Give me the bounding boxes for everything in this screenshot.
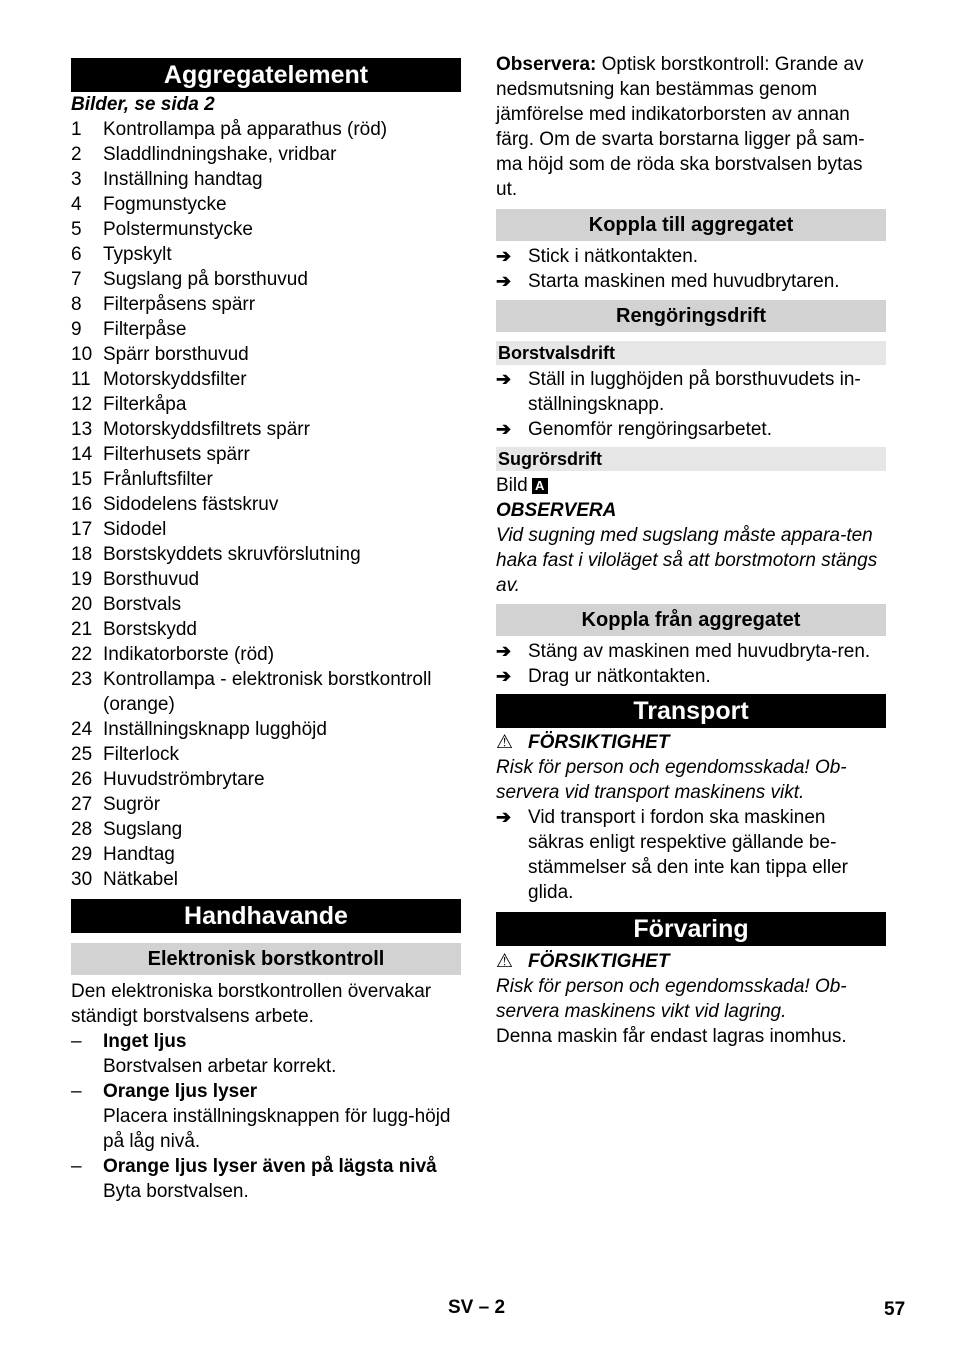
- item-number: 8: [71, 294, 82, 315]
- status-item: [71, 1154, 461, 1204]
- component-list: [71, 117, 461, 892]
- instruction-item: [496, 269, 886, 294]
- status-item-content: [103, 1154, 437, 1204]
- item-text: Borstskyddets skruvförslutning: [103, 544, 361, 565]
- heading-koppla-fran: Koppla från aggregatet: [496, 604, 886, 636]
- item-text: Filterhusets spärr: [103, 444, 250, 465]
- transport-instruction: [496, 805, 886, 905]
- bild-reference: [496, 473, 886, 498]
- list-item: [71, 417, 461, 442]
- list-item: [71, 667, 461, 717]
- item-number: 19: [71, 569, 93, 590]
- item-text: Sidodelens fästskruv: [103, 494, 279, 515]
- item-text: Sugrör: [103, 794, 161, 815]
- item-number: 2: [71, 144, 82, 165]
- list-item: [71, 117, 461, 142]
- status-heading: Orange ljus lyser: [103, 1081, 258, 1102]
- item-number: 20: [71, 594, 93, 615]
- item-number: 23: [71, 669, 93, 690]
- list-item: [71, 742, 461, 767]
- item-number: 30: [71, 869, 93, 890]
- item-text: Frånluftsfilter: [103, 469, 213, 490]
- list-item: [71, 492, 461, 517]
- borstvalsdrift-list: [496, 367, 886, 442]
- item-number: 29: [71, 844, 93, 865]
- forvaring-warning: [496, 949, 886, 974]
- item-text: Sidodel: [103, 519, 167, 540]
- heading-elektronisk-borstkontroll: Elektronisk borstkontroll: [71, 943, 461, 975]
- item-text: Sugslang på borsthuvud: [103, 269, 308, 290]
- instruction-text: Starta maskinen med huvudbrytaren.: [528, 271, 840, 292]
- arrow-icon: ➔: [496, 807, 512, 827]
- item-text: Kontrollampa - elektronisk borstkontroll (orange): [103, 669, 432, 715]
- item-number: 5: [71, 219, 82, 240]
- heading-handhavande: Handhavande: [71, 899, 461, 933]
- forvaring-warning-text: Risk för person och egendomsskada! Ob-servera maskinens vikt vid lagring.: [496, 976, 847, 1022]
- item-number: 11: [71, 369, 91, 390]
- list-item: [71, 617, 461, 642]
- dash-marker: –: [71, 1031, 82, 1052]
- list-item: [71, 367, 461, 392]
- status-list: [71, 1029, 461, 1204]
- item-text: Polstermunstycke: [103, 219, 253, 240]
- list-item: [71, 792, 461, 817]
- observera-label: Observera:: [496, 54, 597, 75]
- list-item: [71, 867, 461, 892]
- item-number: 13: [71, 419, 93, 440]
- heading-rengoringsdrift: Rengöringsdrift: [496, 300, 886, 332]
- item-number: 3: [71, 169, 82, 190]
- item-text: Kontrollampa på apparathus (röd): [103, 119, 388, 140]
- instruction-text: Stick i nätkontakten.: [528, 246, 699, 267]
- item-number: 1: [71, 119, 82, 140]
- list-item: [71, 467, 461, 492]
- item-text: Borstvals: [103, 594, 182, 615]
- left-column: [71, 50, 461, 1204]
- section-handhavande: [71, 899, 461, 1204]
- list-item: [71, 242, 461, 267]
- observera-text: Optisk borstkontroll: Grande av nedsmutsning kan bestämmas genom jämförelse med indikatorborsten av annan färg. Om de svarta borstarna ligger på sam-ma höjd som de röda ska borstvalsen bytas ut.: [496, 54, 865, 200]
- observera-note-title: OBSERVERA: [496, 500, 617, 521]
- arrow-icon: ➔: [496, 419, 512, 439]
- item-text: Motorskyddsfiltrets spärr: [103, 419, 310, 440]
- item-text: Inställning handtag: [103, 169, 263, 190]
- koppla-fran-list: [496, 639, 886, 689]
- list-item: [71, 317, 461, 342]
- instruction-item: [496, 367, 886, 417]
- koppla-till-list: [496, 244, 886, 294]
- item-number: 9: [71, 319, 82, 340]
- item-number: 7: [71, 269, 82, 290]
- item-text: Indikatorborste (röd): [103, 644, 275, 665]
- item-text: Filterkåpa: [103, 394, 187, 415]
- status-heading: Inget ljus: [103, 1031, 187, 1052]
- list-item: [71, 442, 461, 467]
- item-number: 17: [71, 519, 93, 540]
- list-item: [71, 392, 461, 417]
- warning-title: FÖRSIKTIGHET: [528, 732, 670, 753]
- instruction-text: Ställ in lugghöjden på borsthuvudets in-ställningsknapp.: [528, 369, 861, 415]
- page-number: 57: [884, 1299, 906, 1320]
- item-number: 16: [71, 494, 93, 515]
- heading-borstvalsdrift: Borstvalsdrift: [496, 341, 886, 365]
- item-text: Filterpåse: [103, 319, 187, 340]
- heading-koppla-till: Koppla till aggregatet: [496, 209, 886, 241]
- transport-warning-text: Risk för person och egendomsskada! Ob-servera vid transport maskinens vikt.: [496, 757, 847, 803]
- list-item: [71, 167, 461, 192]
- warning-title: FÖRSIKTIGHET: [528, 951, 670, 972]
- section-aggregatelement: [71, 58, 461, 892]
- list-item: [71, 292, 461, 317]
- status-item: [71, 1079, 461, 1154]
- list-item: [71, 342, 461, 367]
- item-number: 28: [71, 819, 93, 840]
- list-item: [71, 842, 461, 867]
- heading-sugrorsdrift: Sugrörsdrift: [496, 447, 886, 471]
- list-item: [71, 642, 461, 667]
- status-item-content: [103, 1029, 336, 1079]
- item-number: 14: [71, 444, 93, 465]
- bild-label: Bild: [496, 475, 528, 496]
- item-number: 12: [71, 394, 93, 415]
- item-text: Motorskyddsfilter: [103, 369, 247, 390]
- item-number: 21: [71, 619, 93, 640]
- warning-triangle-icon: ⚠: [496, 951, 514, 972]
- item-text: Inställningsknapp lugghöjd: [103, 719, 327, 740]
- item-number: 10: [71, 344, 93, 365]
- list-item: [71, 267, 461, 292]
- list-item: [71, 592, 461, 617]
- footer-section-label: SV – 2: [448, 1297, 506, 1318]
- status-item-content: [103, 1079, 461, 1154]
- heading-transport: Transport: [496, 694, 886, 728]
- list-item: [71, 142, 461, 167]
- status-body: Byta borstvalsen.: [103, 1181, 249, 1202]
- instruction-item: [496, 244, 886, 269]
- status-heading: Orange ljus lyser även på lägsta nivå: [103, 1156, 437, 1177]
- item-number: 18: [71, 544, 93, 565]
- observera-note-text: Vid sugning med sugslang måste appara-ten haka fast i viloläget så att borstmotorn stängs av.: [496, 525, 878, 596]
- item-number: 22: [71, 644, 93, 665]
- item-number: 26: [71, 769, 93, 790]
- list-item: [71, 567, 461, 592]
- item-number: 6: [71, 244, 82, 265]
- subheading-bilder: Bilder, se sida 2: [71, 94, 215, 115]
- dash-marker: –: [71, 1156, 82, 1177]
- instruction-item: [496, 639, 886, 664]
- right-column: [496, 50, 886, 1049]
- list-item: [71, 217, 461, 242]
- arrow-icon: ➔: [496, 246, 512, 266]
- item-text: Filterlock: [103, 744, 180, 765]
- heading-forvaring: Förvaring: [496, 912, 886, 946]
- instruction-item: [496, 664, 886, 689]
- instruction-text: Drag ur nätkontakten.: [528, 666, 711, 687]
- item-text: Borstskydd: [103, 619, 197, 640]
- observera-paragraph: [496, 52, 886, 202]
- list-item: [71, 817, 461, 842]
- item-number: 27: [71, 794, 93, 815]
- arrow-icon: ➔: [496, 369, 512, 389]
- item-number: 24: [71, 719, 93, 740]
- heading-aggregatelement: Aggregatelement: [71, 58, 461, 92]
- item-text: Sladdlindningshake, vridbar: [103, 144, 337, 165]
- item-text: Sugslang: [103, 819, 183, 840]
- list-item: [71, 542, 461, 567]
- item-text: Nätkabel: [103, 869, 178, 890]
- arrow-icon: ➔: [496, 641, 512, 661]
- item-number: 25: [71, 744, 93, 765]
- item-text: Borsthuvud: [103, 569, 200, 590]
- instruction-text: Stäng av maskinen med huvudbryta-ren.: [528, 641, 871, 662]
- item-text: Spärr borsthuvud: [103, 344, 249, 365]
- item-text: Fogmunstycke: [103, 194, 227, 215]
- item-text: Handtag: [103, 844, 175, 865]
- list-item: [71, 192, 461, 217]
- status-item: [71, 1029, 461, 1079]
- instruction-item: [496, 417, 886, 442]
- item-text: Typskylt: [103, 244, 172, 265]
- warning-triangle-icon: ⚠: [496, 732, 514, 753]
- list-item: [71, 517, 461, 542]
- transport-instruction-text: Vid transport i fordon ska maskinen säkras enligt respektive gällande be-stämmelser så den inte kan tippa eller glida.: [528, 807, 848, 903]
- item-number: 4: [71, 194, 82, 215]
- transport-warning: [496, 730, 886, 755]
- arrow-icon: ➔: [496, 271, 512, 291]
- status-body: Borstvalsen arbetar korrekt.: [103, 1056, 337, 1077]
- instruction-text: Genomför rengöringsarbetet.: [528, 419, 772, 440]
- item-text: Huvudströmbrytare: [103, 769, 265, 790]
- list-item: [71, 717, 461, 742]
- arrow-icon: ➔: [496, 666, 512, 686]
- item-text: Filterpåsens spärr: [103, 294, 256, 315]
- item-number: 15: [71, 469, 93, 490]
- intro-text: Den elektroniska borstkontrollen övervakar ständigt borstvalsens arbete.: [71, 981, 432, 1027]
- dash-marker: –: [71, 1081, 82, 1102]
- status-body: Placera inställningsknappen för lugg-höjd på låg nivå.: [103, 1106, 451, 1152]
- list-item: [71, 767, 461, 792]
- figure-a-badge: A: [532, 478, 548, 494]
- forvaring-text: Denna maskin får endast lagras inomhus.: [496, 1026, 847, 1047]
